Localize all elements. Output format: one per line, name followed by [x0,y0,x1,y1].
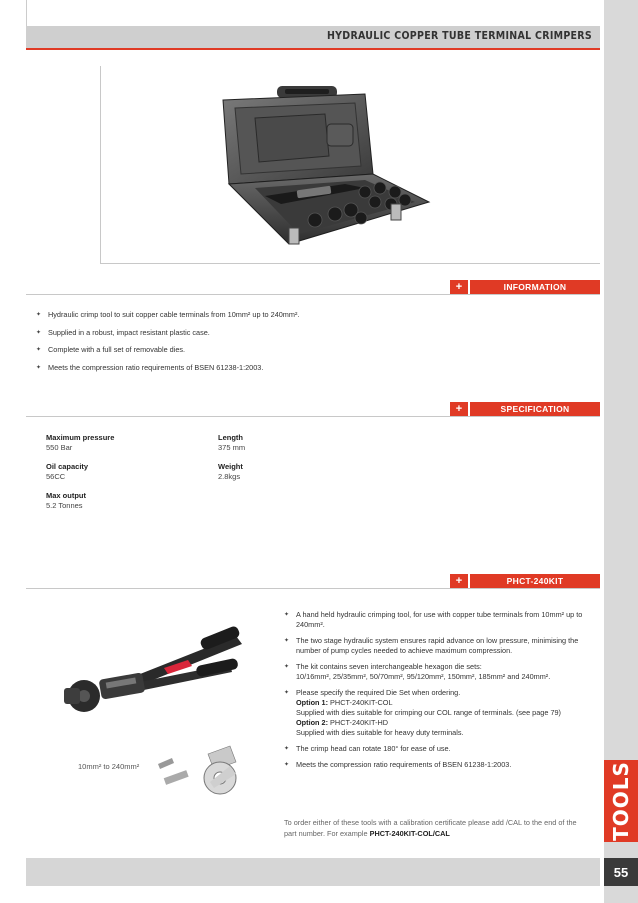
header-bar [26,26,600,48]
expand-plus-icon[interactable]: + [450,574,468,588]
option-1: Option 1: PHCT-240KIT-COL [296,698,393,707]
carry-case-image [215,84,435,252]
spec-max-output: Max output 5.2 Tonnes [46,491,86,510]
order-note: To order either of these tools with a calibration certificate please add /CAL to the end of the part number. For example PHCT-240KIT-COL/CAL [284,818,577,838]
kit-feature-list [284,610,584,776]
header-red-rule [26,48,600,50]
spec-weight: Weight 2.8kgs [218,462,243,481]
kit-section-header[interactable] [450,574,600,588]
page-number: 55 [604,858,638,886]
section-tab-tools[interactable] [604,760,638,842]
terminals-image [150,744,260,806]
spec-oil-capacity: Oil capacity 56CC [46,462,89,481]
spec-length: Length 375 mm [218,433,246,452]
list-item: ✦ Complete with a full set of removable dies. [36,345,576,355]
specification-section-header[interactable] [450,402,600,416]
spec-max-pressure: Maximum pressure 550 Bar [46,433,115,452]
information-section-label: INFORMATION [470,280,600,294]
top-left-guide [26,0,27,26]
list-item: ✦ Supplied in a robust, impact resistant plastic case. [36,328,576,338]
information-rule [26,294,600,295]
information-list [36,310,576,380]
kit-rule [26,588,600,589]
specification-rule [26,416,600,417]
order-example-code: PHCT-240KIT-COL/CAL [369,829,450,838]
terminal-size-caption: 10mm² to 240mm² [78,762,140,771]
list-item: ✦ Please specify the required Die Set when ordering. Option 1: PHCT-240KIT-COL Supplied with dies suitable for crimping our COL range of terminals. (see page 79) Option 2: PHCT-240KIT-HD Supplied with dies suitable for heavy duty terminals. [284,688,584,738]
list-item: ✦ Meets the compression ratio requirements of BSEN 61238-1:2003. [284,760,584,770]
expand-plus-icon[interactable]: + [450,280,468,294]
information-section-header[interactable] [450,280,600,294]
list-item: ✦ The kit contains seven interchangeable hexagon die sets: 10/16mm², 25/35mm², 50/70mm², 95/120mm², 150mm², 185mm² and 240mm². [284,662,584,682]
page-title: HYDRAULIC COPPER TUBE TERMINAL CRIMPERS [326,30,592,42]
crimp-tool-image [60,626,250,726]
list-item: ✦ Hydraulic crimp tool to suit copper cable terminals from 10mm² up to 240mm². [36,310,576,320]
expand-plus-icon[interactable]: + [450,402,468,416]
list-item: ✦ A hand held hydraulic crimping tool, for use with copper tube terminals from 10mm² up to 240mm². [284,610,584,630]
list-item: ✦ Meets the compression ratio requirements of BSEN 61238-1:2003. [36,363,576,373]
section-tab-label: TOOLS [609,761,634,841]
option-2: Option 2: PHCT-240KIT-HD [296,718,389,727]
specification-section-label: SPECIFICATION [470,402,600,416]
footer-bar [26,858,600,886]
list-item: ✦ The crimp head can rotate 180° for ease of use. [284,744,584,754]
kit-section-label: PHCT-240KIT [470,574,600,588]
list-item: ✦ The two stage hydraulic system ensures rapid advance on low pressure, minimising the number of pump cycles needed to achieve maximum compression. [284,636,584,656]
